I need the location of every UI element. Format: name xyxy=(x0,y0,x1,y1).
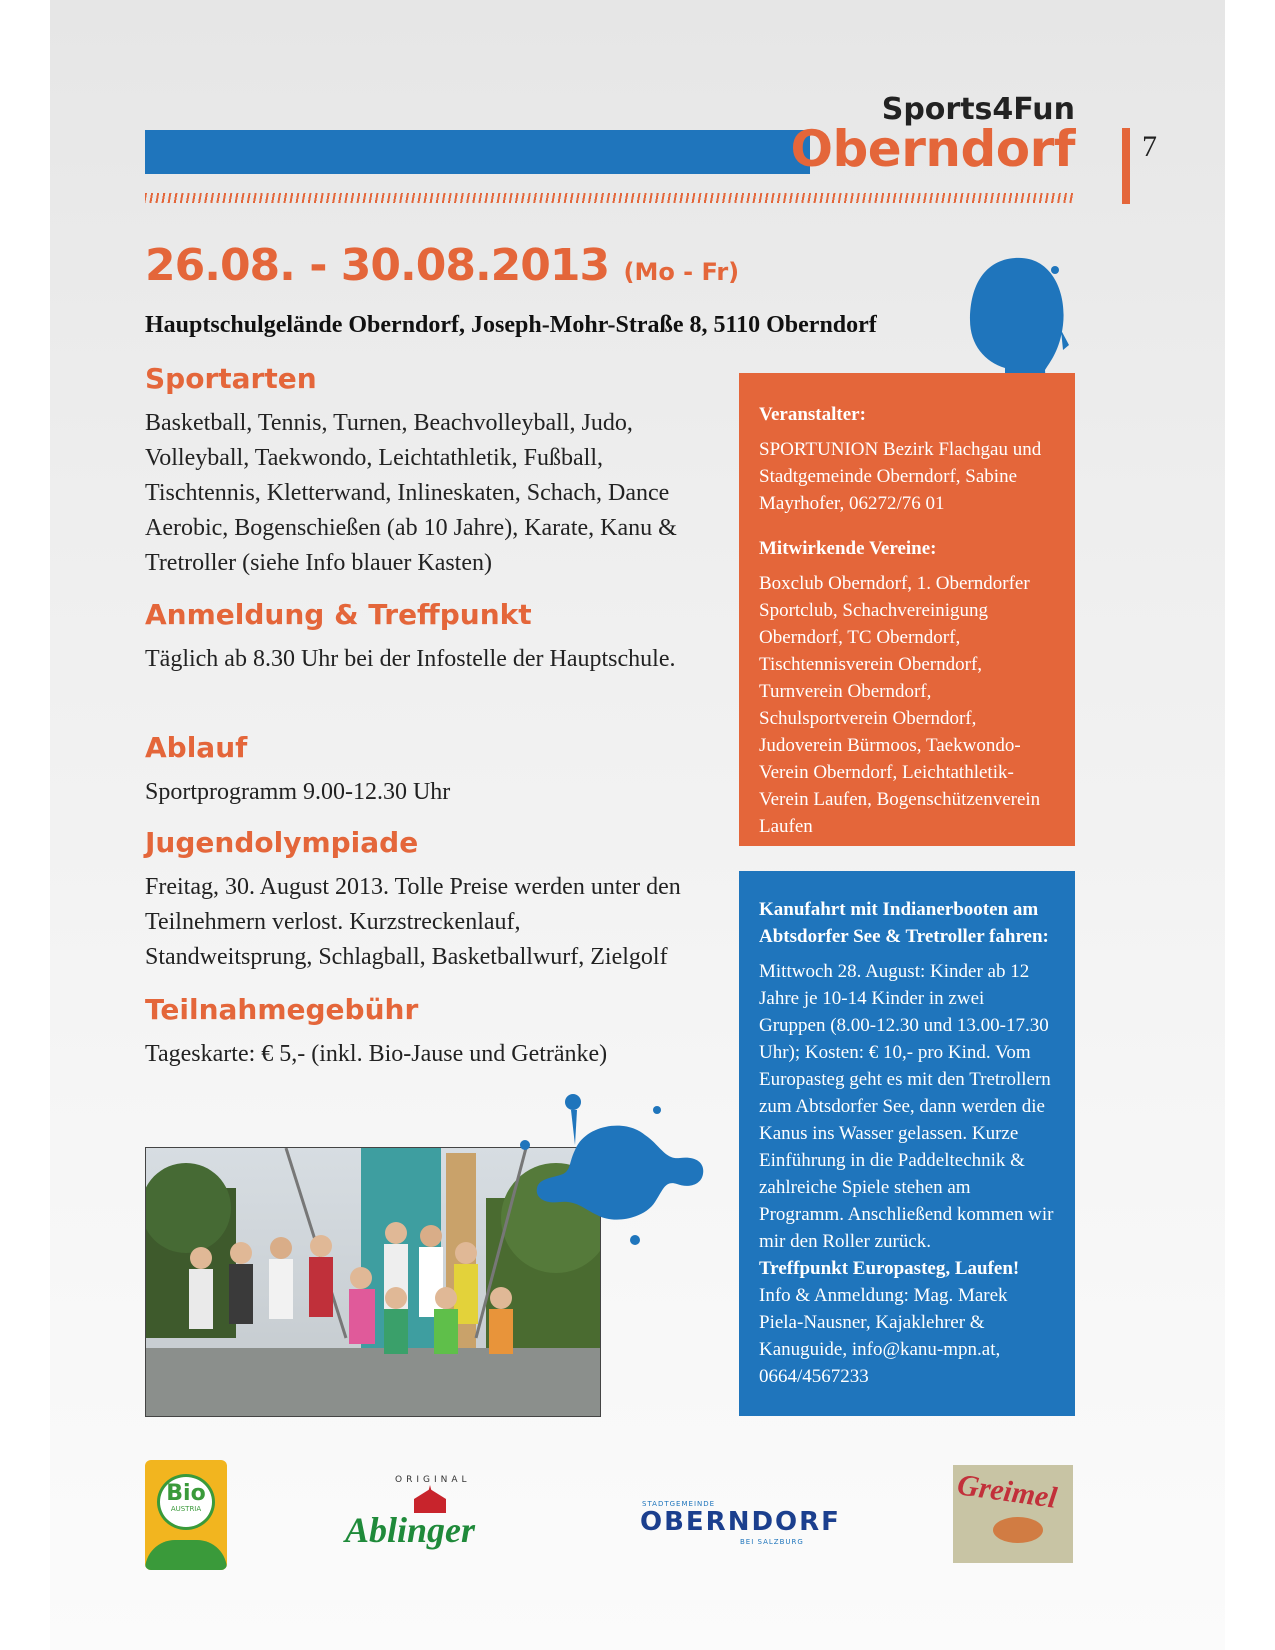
text-sportarten: Basketball, Tennis, Turnen, Beachvolleyball, Judo, Volleyball, Taekwondo, Leichtathletik, Fußball, Tischtennis, Kletterwand, Inlineskaten, Schach, Dance Aerobic, Bogenschießen (ab 10 Jahre), Karate, Kanu & Tretroller (siehe Info blauer Kasten) xyxy=(145,410,677,576)
brand-name: Sports4Fun xyxy=(881,92,1075,127)
event-address: Hauptschulgelände Oberndorf, Joseph-Mohr-Straße 8, 5110 Oberndorf xyxy=(145,312,877,338)
heading-anmeldung: Anmeldung & Treffpunkt xyxy=(145,598,532,631)
event-date-range: 26.08. - 30.08.2013 xyxy=(145,240,610,291)
vereine-label: Mitwirkende Vereine: xyxy=(759,538,937,559)
bio-austria-logo xyxy=(145,1460,227,1570)
paint-splash-photo xyxy=(505,1090,715,1250)
heading-teilnahmegebuehr: Teilnahmegebühr xyxy=(145,993,419,1026)
event-days: (Mo - Fr) xyxy=(623,258,740,286)
kanu-treffpunkt: Treffpunkt Europasteg, Laufen! xyxy=(759,1258,1020,1279)
header-blue-bar xyxy=(145,130,810,174)
greimel-logo xyxy=(953,1465,1073,1563)
ablinger-logo-text: Ablinger xyxy=(345,1510,476,1550)
veranstalter-label: Veranstalter: xyxy=(759,404,866,425)
oberndorf-logo-top: STADTGEMEINDE xyxy=(642,1500,716,1508)
text-ablauf: Sportprogramm 9.00-12.30 Uhr xyxy=(145,779,451,805)
kanu-text: Mittwoch 28. August: Kinder ab 12 Jahre je 10-14 Kinder in zwei Gruppen (8.00-12.30 und 13.00-17.30 Uhr); Kosten: € 10,- pro Kind. Vom Europasteg geht es mit den Tretrollern zum Abtsdorfer See, dann werden die Kanus ins Wasser gelassen. Kurze Einführung in die Paddeltechnik & zahlreiche Spiele stehen am Programm. Anschließend kommen wir mir den Roller zurück. xyxy=(759,961,1054,1252)
organizer-box xyxy=(739,373,1075,846)
kanu-info: Info & Anmeldung: Mag. Marek Piela-Nausner, Kajaklehrer & Kanuguide, info@kanu-mpn.at, 0664/4567233 xyxy=(759,1285,1008,1387)
ablinger-logo-arc: ORIGINAL xyxy=(395,1475,471,1485)
kanu-label: Kanufahrt mit Indianerbooten am Abtsdorfer See & Tretroller fahren: xyxy=(759,899,1049,947)
text-jugendolympiade: Freitag, 30. August 2013. Tolle Preise werden unter den Teilnehmern verlost. Kurzstreckenlauf, Standweitsprung, Schlagball, Basketballwurf, Zielgolf xyxy=(145,874,681,970)
bio-logo-subtext: AUSTRIA xyxy=(170,1505,202,1513)
text-teilnahmegebuehr: Tageskarte: € 5,- (inkl. Bio-Jause und Getränke) xyxy=(145,1041,608,1067)
text-anmeldung: Täglich ab 8.30 Uhr bei der Infostelle der Hauptschule. xyxy=(145,646,676,672)
veranstalter-text: SPORTUNION Bezirk Flachgau und Stadtgemeinde Oberndorf, Sabine Mayrhofer, 06272/76 01 xyxy=(759,439,1042,514)
page-number: 7 xyxy=(1142,130,1157,163)
greimel-logo-text: Greimel xyxy=(955,1468,1059,1515)
bio-logo-text: Bio xyxy=(166,1481,206,1506)
ablinger-logo xyxy=(345,1475,525,1555)
vereine-text: Boxclub Oberndorf, 1. Oberndorfer Sportclub, Schachvereinigung Oberndorf, TC Oberndorf, Tischtennisverein Oberndorf, Turnverein Oberndorf, Schulsportverein Oberndorf, Judoverein Bürmoos, Taekwondo-Verein Oberndorf, Leichtathletik-Verein Laufen, Bogenschützenverein Laufen xyxy=(759,573,1041,837)
heading-jugendolympiade: Jugendolympiade xyxy=(145,826,419,859)
oberndorf-logo-text: OBERNDORF xyxy=(640,1507,841,1537)
page-marker-bar xyxy=(1122,128,1130,204)
page-title: Oberndorf xyxy=(790,120,1075,178)
oberndorf-logo xyxy=(640,1500,840,1550)
heading-ablauf: Ablauf xyxy=(145,731,248,764)
heading-sportarten: Sportarten xyxy=(145,362,317,395)
event-date xyxy=(145,240,739,291)
hatched-divider xyxy=(145,193,1075,203)
oberndorf-logo-sub: BEI SALZBURG xyxy=(740,1538,804,1546)
kanu-info-box xyxy=(739,871,1075,1416)
